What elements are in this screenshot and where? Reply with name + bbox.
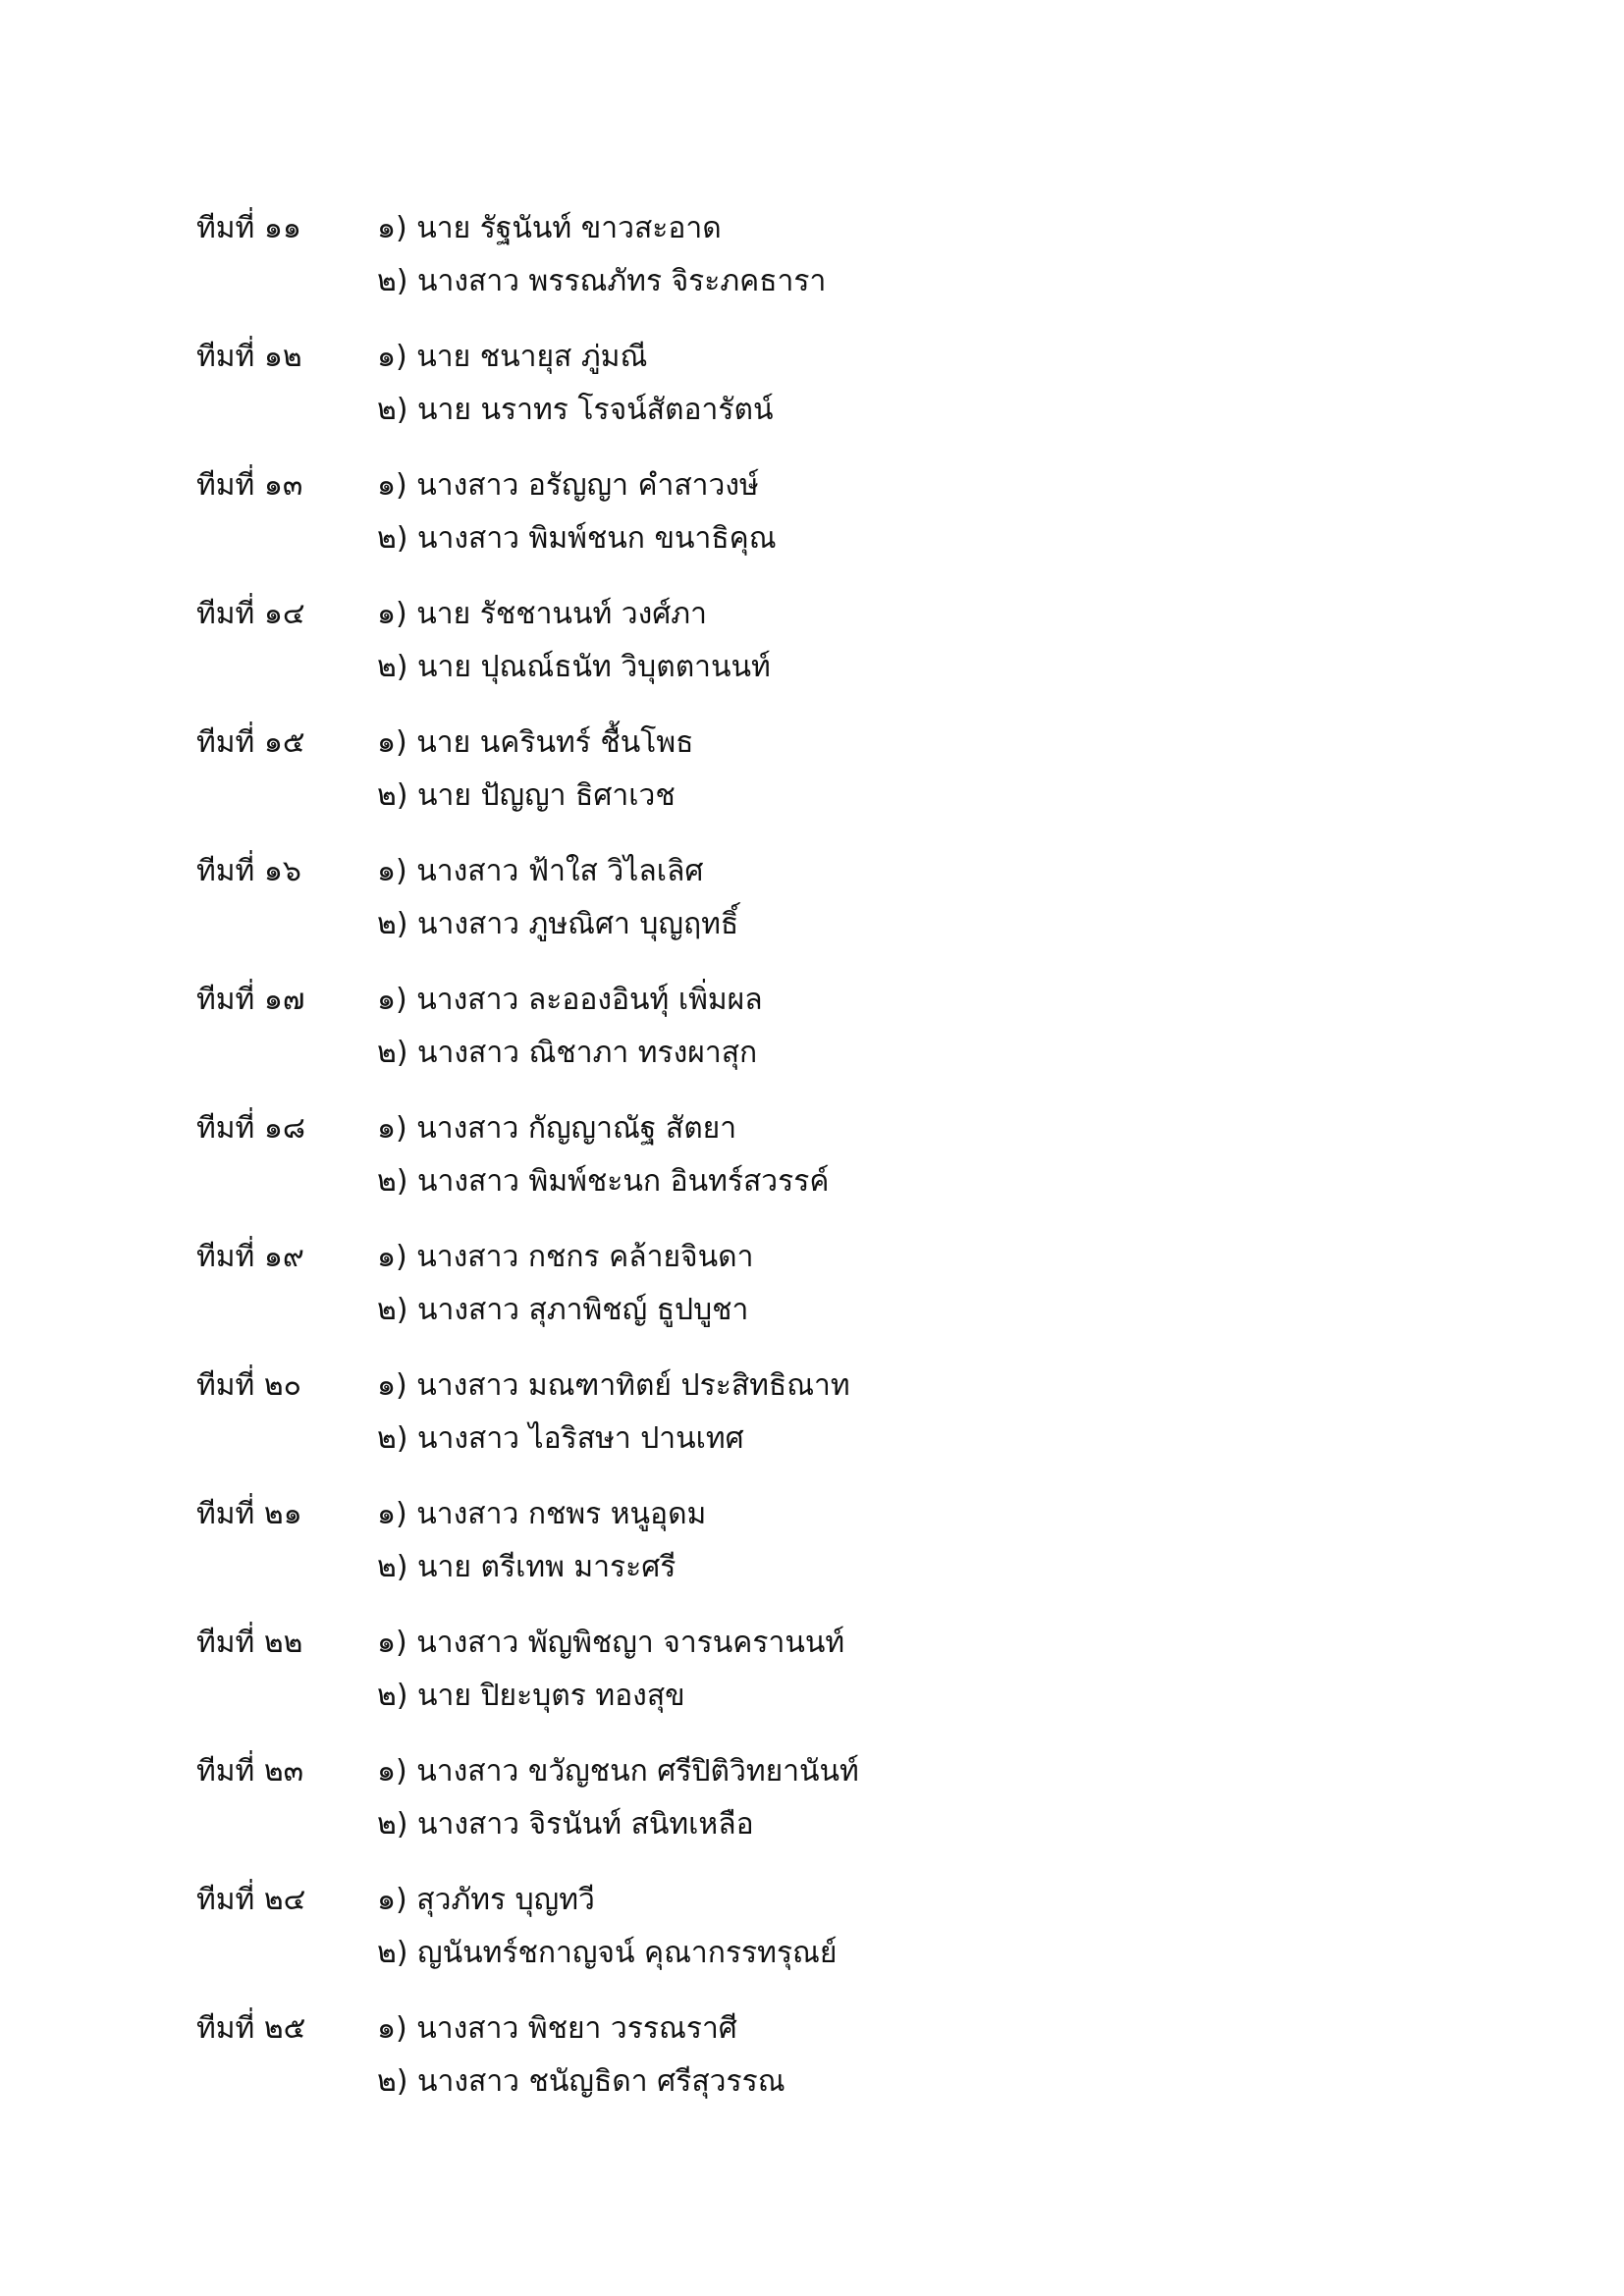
team-members (377, 459, 777, 588)
team-members (377, 1745, 859, 1874)
member-2: ๒) นาย ปุณณ์ธนัท วิบุตตานนท์ (377, 650, 771, 684)
team-label: ทีมที่ ๑๔ (196, 597, 305, 631)
team-entry (196, 1102, 1473, 1231)
team-members (377, 1360, 850, 1488)
member-1: ๑) นางสาว อรัญญา คำสาวงษ์ (377, 468, 759, 503)
team-entry (196, 1360, 1473, 1488)
member-1: ๑) นาย รัฐนันท์ ขาวสะอาด (377, 211, 722, 245)
team-members (377, 1231, 753, 1360)
team-members (377, 2002, 785, 2131)
member-2: ๒) นาย นราทร โรจน์สัตอารัตน์ (377, 393, 774, 427)
member-1: ๑) สุวภัทร บุญทวี (377, 1883, 595, 1917)
team-entry (196, 1488, 1473, 1617)
team-entry (196, 1231, 1473, 1360)
team-entry (196, 588, 1473, 717)
team-entry (196, 845, 1473, 974)
member-2: ๒) นางสาว พิมพ์ชะนก อินทร์สวรรค์ (377, 1164, 830, 1199)
team-label: ทีมที่ ๑๘ (196, 1111, 306, 1146)
team-members (377, 1617, 844, 1745)
member-2: ๒) นาย ปัญญา ธิศาเวช (377, 778, 676, 813)
member-2: ๒) นางสาว ไอริสษา ปานเทศ (377, 1421, 744, 1456)
member-1: ๑) นางสาว กชกร คล้ายจินดา (377, 1240, 754, 1274)
member-1: ๑) นางสาว กชพร หนูอุดม (377, 1497, 707, 1531)
member-1: ๑) นางสาว ขวัญชนก ศรีปิติวิทยานันท์ (377, 1754, 859, 1789)
team-members (377, 1488, 706, 1617)
member-1: ๑) นางสาว มณฑาทิตย์ ประสิทธิณาท (377, 1368, 850, 1403)
member-2: ๒) นางสาว ภูษณิศา บุญฤทธิ์ (377, 907, 739, 941)
member-2: ๒) นาย ตรีเทพ มาระศรี (377, 1550, 677, 1584)
team-entry (196, 2002, 1473, 2131)
team-entry (196, 717, 1473, 845)
member-1: ๑) นางสาว กัญญาณัฐ สัตยา (377, 1111, 737, 1146)
member-2: ๒) ญนันทร์ชกาญจน์ คุณากรรทรุณย์ (377, 1936, 838, 1970)
member-1: ๑) นางสาว พิชยา วรรณราศี (377, 2011, 737, 2046)
team-entry (196, 974, 1473, 1102)
team-label: ทีมที่ ๑๓ (196, 468, 303, 503)
team-label: ทีมที่ ๒๓ (196, 1754, 304, 1789)
team-members (377, 1874, 837, 2002)
team-members (377, 588, 771, 717)
team-members (377, 974, 763, 1102)
team-label: ทีมที่ ๑๖ (196, 854, 301, 888)
member-2: ๒) นางสาว จิรนันท์ สนิทเหลือ (377, 1807, 754, 1842)
team-label: ทีมที่ ๒๑ (196, 1497, 302, 1531)
team-label: ทีมที่ ๑๑ (196, 211, 301, 245)
member-1: ๑) นางสาว พัญพิชญา จารนครานนท์ (377, 1626, 845, 1660)
team-label: ทีมที่ ๑๗ (196, 983, 305, 1017)
team-members (377, 331, 773, 459)
team-label: ทีมที่ ๒๕ (196, 2011, 306, 2046)
team-label: ทีมที่ ๑๕ (196, 725, 305, 760)
member-2: ๒) นาย ปิยะบุตร ทองสุข (377, 1679, 685, 1713)
team-label: ทีมที่ ๒๒ (196, 1626, 303, 1660)
member-2: ๒) นางสาว พิมพ์ชนก ขนาธิคุณ (377, 521, 777, 556)
team-entry (196, 1617, 1473, 1745)
team-entry (196, 1745, 1473, 1874)
member-2: ๒) นางสาว ชนัญธิดา ศรีสุวรรณ (377, 2064, 785, 2099)
team-entry (196, 202, 1473, 331)
team-list (196, 202, 1473, 2131)
member-1: ๑) นาย รัชชานนท์ วงศ์ภา (377, 597, 707, 631)
member-2: ๒) นางสาว สุภาพิชญ์ ธูปบูชา (377, 1293, 749, 1327)
team-label: ทีมที่ ๑๙ (196, 1240, 304, 1274)
team-members (377, 845, 738, 974)
team-label: ทีมที่ ๒๐ (196, 1368, 301, 1403)
member-1: ๑) นางสาว ฟ้าใส วิไลเลิศ (377, 854, 704, 888)
team-entry (196, 459, 1473, 588)
member-2: ๒) นางสาว พรรณภัทร จิระภคธารา (377, 264, 827, 298)
team-entry (196, 1874, 1473, 2002)
member-1: ๑) นางสาว ละอองอินทุ์ เพิ่มผล (377, 983, 763, 1017)
team-label: ทีมที่ ๒๔ (196, 1883, 306, 1917)
team-members (377, 717, 693, 845)
member-2: ๒) นางสาว ณิชาภา ทรงผาสุก (377, 1036, 758, 1070)
team-entry (196, 331, 1473, 459)
team-members (377, 202, 826, 331)
team-label: ทีมที่ ๑๒ (196, 340, 302, 374)
member-1: ๑) นาย นครินทร์ ชื้นโพธ (377, 725, 694, 760)
member-1: ๑) นาย ชนายุส ภู่มณี (377, 340, 648, 374)
team-members (377, 1102, 829, 1231)
